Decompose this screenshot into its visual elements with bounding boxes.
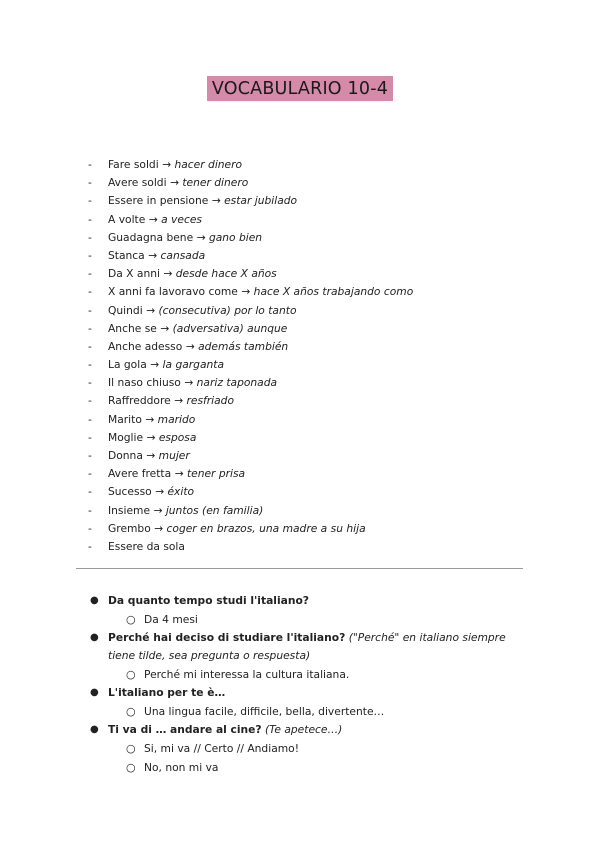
vocab-item [88, 392, 413, 410]
vocab-italian: X anni fa lavoravo come [108, 285, 238, 299]
question-text: Ti va di … andare al cine? [108, 723, 262, 736]
bullet-icon: ● [90, 632, 99, 643]
vocab-spanish: mujer [158, 449, 190, 462]
vocab-item [88, 520, 413, 538]
question-note: (Te apetece…) [265, 723, 343, 736]
question-note: ("Perché" en italiano siempre tiene tilde, sea pregunta o respuesta) [108, 631, 506, 662]
arrow-icon: → [174, 394, 184, 408]
arrow-icon: → [150, 358, 160, 372]
question [88, 592, 528, 610]
vocab-list [88, 156, 413, 556]
vocab-italian: La gola [108, 358, 147, 372]
arrow-icon: → [148, 248, 158, 262]
arrow-icon: → [211, 194, 221, 208]
dash-marker: - [88, 521, 92, 535]
title-wrap [0, 76, 600, 101]
dash-marker: - [88, 485, 92, 499]
circle-bullet-icon: ○ [126, 668, 136, 681]
arrow-icon: → [153, 503, 163, 517]
dash-marker: - [88, 248, 92, 262]
dash-marker: - [88, 394, 92, 408]
vocab-spanish: coger en brazos, una madre a su hija [166, 521, 366, 535]
answer [88, 739, 528, 758]
vocab-italian: Essere da sola [108, 539, 185, 553]
question-text: Perché hai deciso di studiare l'italiano? [108, 631, 346, 644]
dash-marker: - [88, 158, 92, 171]
vocab-spanish: marido [157, 412, 196, 426]
question-text: L'italiano per te è… [108, 686, 226, 699]
dash-marker: - [88, 539, 92, 553]
vocab-item [88, 338, 413, 356]
circle-bullet-icon: ○ [126, 705, 136, 718]
arrow-icon: → [169, 176, 179, 190]
vocab-item [88, 447, 413, 465]
vocab-item [88, 283, 413, 301]
vocab-italian: Da X anni [108, 267, 160, 281]
vocab-item [88, 174, 413, 192]
answer-text: Perché mi interessa la cultura italiana. [144, 668, 350, 681]
answer [88, 610, 528, 629]
arrow-icon: → [154, 521, 164, 535]
vocab-italian: Quindi [108, 303, 143, 317]
arrow-icon: → [196, 230, 206, 244]
answer-text: No, non mi va [144, 761, 219, 774]
divider [76, 568, 523, 569]
bullet-icon: ● [90, 724, 99, 735]
arrow-icon: → [160, 321, 170, 335]
answer [88, 758, 528, 777]
dash-marker: - [88, 212, 92, 226]
dash-marker: - [88, 176, 92, 190]
vocab-italian: Sucesso [108, 485, 152, 499]
vocab-item [88, 465, 413, 483]
vocab-spanish: resfriado [186, 394, 235, 408]
circle-bullet-icon: ○ [126, 742, 136, 755]
answer-text: Si, mi va // Certo // Andiamo! [144, 742, 299, 755]
vocab-item [88, 247, 413, 265]
vocab-italian: Essere in pensione [108, 194, 209, 208]
answer-text: Da 4 mesi [144, 613, 198, 626]
circle-bullet-icon: ○ [126, 761, 136, 774]
dash-marker: - [88, 467, 92, 481]
arrow-icon: → [162, 158, 172, 171]
question [88, 629, 528, 665]
vocab-italian: Marito [108, 412, 142, 426]
answer [88, 702, 528, 721]
arrow-icon: → [184, 376, 194, 390]
arrow-icon: → [146, 449, 156, 462]
dash-marker: - [88, 358, 92, 372]
vocab-italian: Anche adesso [108, 339, 183, 353]
vocab-italian: Raffreddore [108, 394, 171, 408]
vocab-spanish: juntos (en familia) [165, 503, 264, 517]
vocab-spanish: hacer dinero [174, 158, 243, 171]
dash-marker: - [88, 412, 92, 426]
dash-marker: - [88, 267, 92, 281]
vocab-spanish: gano bien [208, 230, 263, 244]
vocab-spanish: nariz taponada [196, 376, 278, 390]
dash-marker: - [88, 376, 92, 390]
vocab-italian: Fare soldi [108, 158, 159, 171]
question [88, 721, 528, 739]
question-text: Da quanto tempo studi l'italiano? [108, 594, 309, 607]
vocab-item [88, 211, 413, 229]
vocab-italian: Donna [108, 449, 143, 462]
question [88, 684, 528, 702]
vocab-spanish: además también [198, 339, 289, 353]
vocab-italian: Stanca [108, 248, 145, 262]
vocab-spanish: esposa [158, 430, 197, 444]
dash-marker: - [88, 230, 92, 244]
vocab-item [88, 265, 413, 283]
dash-marker: - [88, 303, 92, 317]
vocab-italian: Anche se [108, 321, 157, 335]
vocab-spanish: (consecutiva) por lo tanto [158, 303, 297, 317]
vocab-spanish: tener dinero [182, 176, 249, 190]
circle-bullet-icon: ○ [126, 613, 136, 626]
vocab-item [88, 229, 413, 247]
vocab-item [88, 374, 413, 392]
vocab-italian: Guadagna bene [108, 230, 194, 244]
vocab-spanish: la garganta [162, 358, 225, 372]
vocab-italian: Moglie [108, 430, 144, 444]
dash-marker: - [88, 194, 92, 208]
vocab-italian: Avere soldi [108, 176, 167, 190]
vocab-italian: Insieme [108, 503, 151, 517]
arrow-icon: → [146, 303, 156, 317]
arrow-icon: → [146, 430, 156, 444]
vocab-spanish: cansada [160, 248, 206, 262]
vocab-item [88, 502, 413, 520]
arrow-icon: → [163, 267, 173, 281]
vocab-spanish: estar jubilado [224, 194, 298, 208]
vocab-item [88, 538, 413, 556]
answer [88, 665, 528, 684]
vocab-spanish: tener prisa [186, 467, 246, 481]
bullet-icon: ● [90, 687, 99, 698]
vocab-item [88, 356, 413, 374]
qa-section [88, 592, 528, 777]
dash-marker: - [88, 321, 92, 335]
vocab-italian: Il naso chiuso [108, 376, 181, 390]
page-title: VOCABULARIO 10-4 [207, 76, 393, 101]
vocab-item [88, 302, 413, 320]
vocab-italian: A volte [108, 212, 146, 226]
vocab-item [88, 429, 413, 447]
vocab-item [88, 156, 413, 174]
dash-marker: - [88, 449, 92, 462]
vocab-spanish: hace X años trabajando como [253, 285, 414, 299]
vocab-spanish: éxito [167, 485, 195, 499]
vocab-italian: Avere fretta [108, 467, 172, 481]
vocab-item [88, 411, 413, 429]
arrow-icon: → [185, 339, 195, 353]
arrow-icon: → [241, 285, 251, 299]
vocab-item [88, 483, 413, 501]
vocab-italian: Grembo [108, 521, 151, 535]
arrow-icon: → [148, 212, 158, 226]
dash-marker: - [88, 339, 92, 353]
bullet-icon: ● [90, 595, 99, 606]
answer-text: Una lingua facile, difficile, bella, divertente… [144, 705, 385, 718]
vocab-item [88, 320, 413, 338]
arrow-icon: → [145, 412, 155, 426]
dash-marker: - [88, 503, 92, 517]
vocab-spanish: desde hace X años [175, 267, 277, 281]
dash-marker: - [88, 285, 92, 299]
vocab-spanish: a veces [161, 212, 202, 226]
arrow-icon: → [174, 467, 184, 481]
vocab-spanish: (adversativa) aunque [172, 321, 288, 335]
dash-marker: - [88, 430, 92, 444]
vocab-item [88, 192, 413, 210]
arrow-icon: → [155, 485, 165, 499]
